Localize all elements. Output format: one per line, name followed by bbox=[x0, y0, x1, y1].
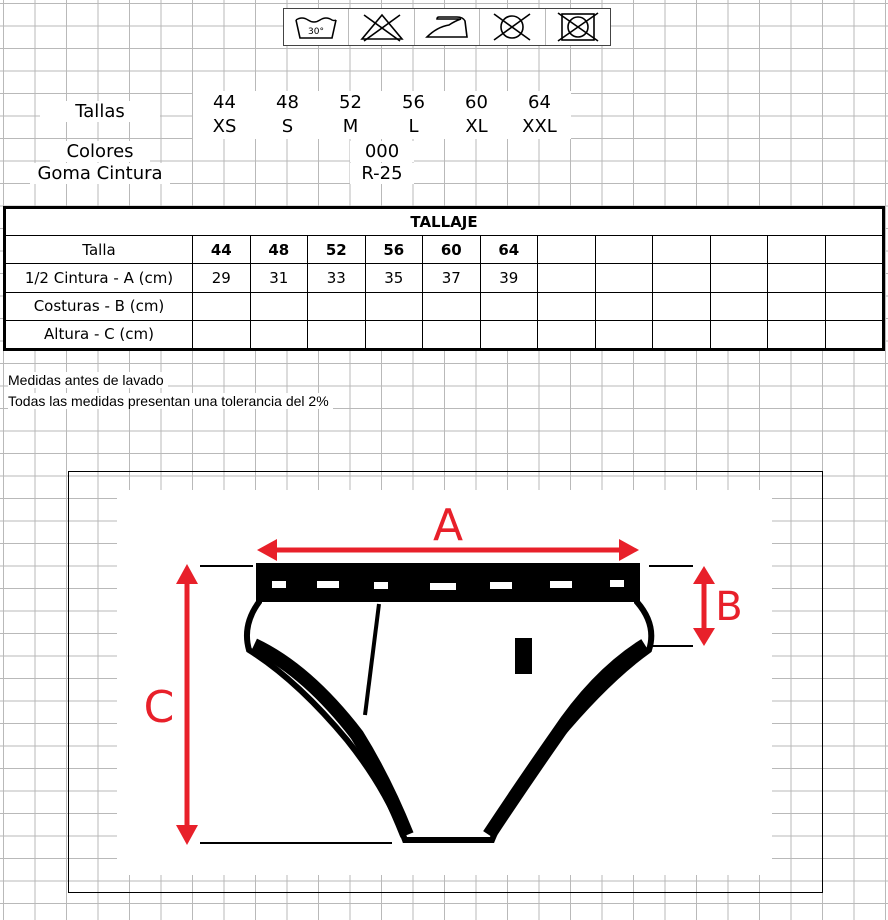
table-cell bbox=[308, 320, 366, 348]
table-cell bbox=[538, 264, 596, 292]
row-label: Costuras - B (cm) bbox=[6, 292, 193, 320]
note-before-wash: Medidas antes de lavado bbox=[8, 372, 168, 388]
table-cell bbox=[653, 264, 711, 292]
table-cell bbox=[595, 264, 653, 292]
table-cell bbox=[710, 292, 768, 320]
table-cell bbox=[538, 320, 596, 348]
row-label: Talla bbox=[6, 236, 193, 264]
table-cell: 56 bbox=[365, 236, 423, 264]
size-column bbox=[508, 91, 571, 139]
tallas-label: Tallas bbox=[40, 101, 160, 122]
table-cell bbox=[423, 292, 481, 320]
table-title: TALLAJE bbox=[6, 209, 883, 236]
table-cell bbox=[595, 292, 653, 320]
svg-text:30°: 30° bbox=[308, 27, 325, 37]
care-symbols-strip bbox=[283, 8, 611, 46]
goma-cintura-label: Goma Cintura bbox=[30, 163, 170, 184]
table-cell bbox=[825, 236, 883, 264]
table-cell bbox=[365, 320, 423, 348]
table-cell bbox=[710, 236, 768, 264]
label-b: B bbox=[715, 584, 743, 630]
table-cell: 39 bbox=[480, 264, 538, 292]
size-number: 56 bbox=[402, 92, 425, 113]
brief-icon bbox=[247, 566, 651, 840]
table-row bbox=[6, 292, 883, 320]
table-cell bbox=[768, 236, 826, 264]
size-column bbox=[382, 91, 445, 139]
table-cell bbox=[595, 320, 653, 348]
table-cell bbox=[768, 320, 826, 348]
size-column bbox=[445, 91, 508, 139]
table-cell bbox=[710, 320, 768, 348]
arrow-a bbox=[257, 500, 639, 561]
label-a: A bbox=[432, 500, 464, 551]
table-cell: 48 bbox=[250, 236, 308, 264]
table-cell bbox=[825, 292, 883, 320]
size-number: 48 bbox=[276, 92, 299, 113]
wash-30-icon bbox=[284, 9, 348, 45]
row-label: 1/2 Cintura - A (cm) bbox=[6, 264, 193, 292]
table-cell: 29 bbox=[193, 264, 251, 292]
table-cell: 33 bbox=[308, 264, 366, 292]
table-cell bbox=[653, 236, 711, 264]
table-cell bbox=[710, 264, 768, 292]
no-dry-clean-icon bbox=[545, 9, 610, 45]
table-row bbox=[6, 236, 883, 264]
table-cell bbox=[250, 292, 308, 320]
table-cell bbox=[480, 292, 538, 320]
table-cell: 44 bbox=[193, 236, 251, 264]
table-cell bbox=[193, 292, 251, 320]
size-letter: M bbox=[342, 116, 359, 137]
table-cell bbox=[653, 320, 711, 348]
size-column bbox=[319, 91, 382, 139]
size-column bbox=[256, 91, 319, 139]
sizes-row bbox=[193, 91, 571, 139]
size-number: 64 bbox=[528, 92, 551, 113]
size-letter: XXL bbox=[522, 116, 557, 137]
table-cell: 37 bbox=[423, 264, 481, 292]
size-letter: S bbox=[281, 116, 294, 137]
table-cell: 35 bbox=[365, 264, 423, 292]
size-letter: XS bbox=[212, 116, 237, 137]
table-row bbox=[6, 320, 883, 348]
size-number: 60 bbox=[465, 92, 488, 113]
brief-measurement-diagram bbox=[117, 490, 772, 875]
table-cell bbox=[423, 320, 481, 348]
table-cell bbox=[653, 292, 711, 320]
arrow-b bbox=[649, 566, 743, 646]
table-cell bbox=[768, 292, 826, 320]
row-label: Altura - C (cm) bbox=[6, 320, 193, 348]
tallaje-table bbox=[3, 206, 885, 351]
iron-icon bbox=[414, 9, 479, 45]
table-cell bbox=[825, 264, 883, 292]
table-cell bbox=[595, 236, 653, 264]
colores-value: 000 bbox=[350, 141, 414, 162]
note-tolerance: Todas las medidas presentan una tolerancia del 2% bbox=[8, 393, 333, 409]
size-number: 52 bbox=[339, 92, 362, 113]
size-letter: L bbox=[408, 116, 419, 137]
table-cell bbox=[480, 320, 538, 348]
table-row bbox=[6, 264, 883, 292]
table-cell: 52 bbox=[308, 236, 366, 264]
size-letter: XL bbox=[465, 116, 488, 137]
table-cell bbox=[538, 292, 596, 320]
size-column bbox=[193, 91, 256, 139]
goma-cintura-value: R-25 bbox=[350, 163, 414, 184]
table-cell bbox=[308, 292, 366, 320]
table-cell bbox=[538, 236, 596, 264]
table-cell: 31 bbox=[250, 264, 308, 292]
no-bleach-icon bbox=[348, 9, 413, 45]
no-tumble-dry-icon bbox=[479, 9, 544, 45]
table-cell bbox=[365, 292, 423, 320]
colores-label: Colores bbox=[50, 141, 150, 162]
table-cell bbox=[825, 320, 883, 348]
size-number: 44 bbox=[213, 92, 236, 113]
label-c: C bbox=[143, 682, 175, 733]
table-cell: 60 bbox=[423, 236, 481, 264]
table-cell bbox=[768, 264, 826, 292]
table-cell bbox=[250, 320, 308, 348]
table-cell bbox=[193, 320, 251, 348]
table-cell: 64 bbox=[480, 236, 538, 264]
